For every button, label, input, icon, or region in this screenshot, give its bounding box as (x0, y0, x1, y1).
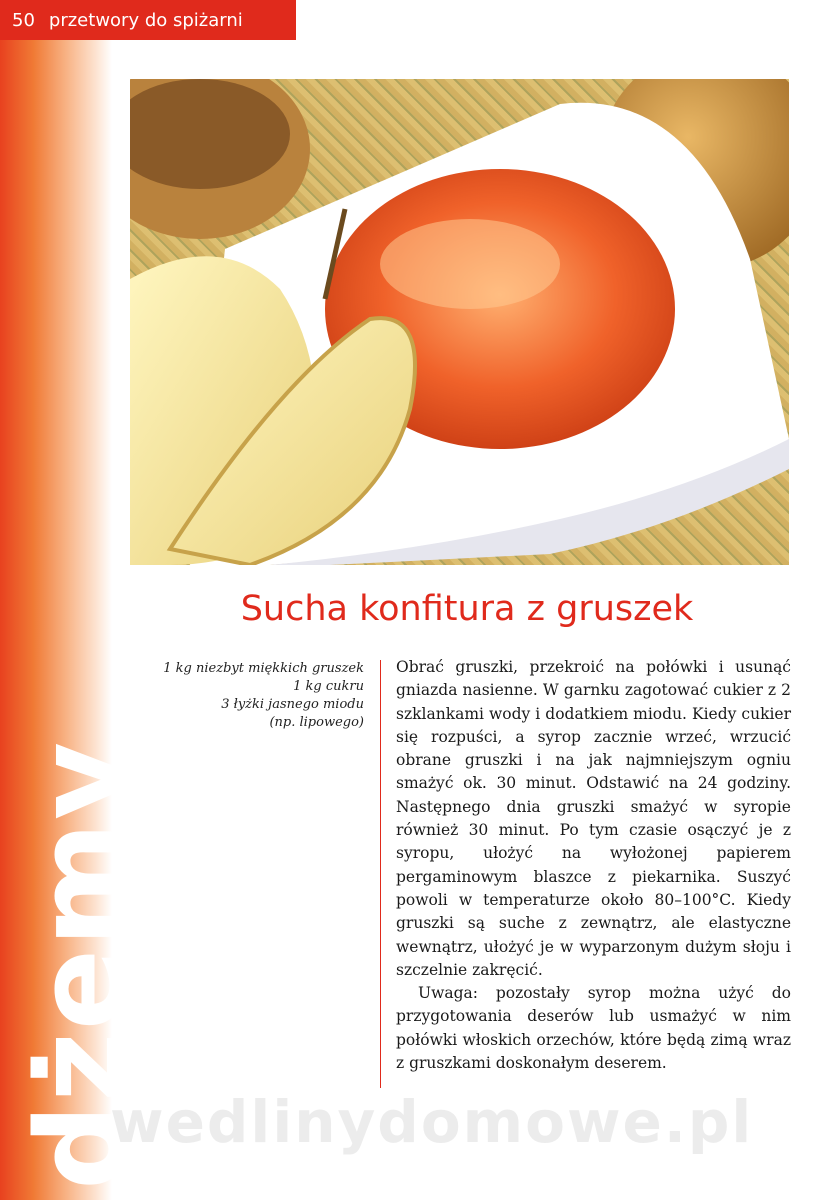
recipe-title: Sucha konfitura z gruszek (240, 589, 694, 629)
ingredient-item: 3 łyżki jasnego miodu (221, 697, 364, 712)
method-text (396, 656, 791, 1075)
running-header (0, 0, 296, 40)
column-divider (380, 660, 381, 1088)
note-paragraph: Uwaga: pozostały syrop można użyć do przygotowania deserów lub usmażyć w nim połówki włoskich orzechów, które będą zimą wraz z gruszkami doskonałym deserem. (396, 984, 791, 1073)
page-number: 50 (12, 9, 35, 31)
ingredient-item: (np. lipowego) (269, 715, 364, 730)
ingredient-item: 1 kg niezbyt miękkich gruszek (163, 661, 364, 676)
running-title: przetwory do spiżarni (48, 9, 243, 31)
method-paragraph: Obrać gruszki, przekroić na połówki i usunąć gniazda nasienne. W garnku zagotować cukier z 2 szklankami wody i dodatkiem miodu. Kiedy cukier się rozpuści, a syrop zacznie wrzeć, wrzucić obrane gruszki i na jak najmniejszym ogniu smażyć ok. 30 minut. Odstawić na 24 godziny. Następnego dnia gruszki smażyć w syropie również 30 minut. Po tym czasie osączyć je z syropu, ułożyć na wyłożonej papierem pergaminowym blaszce z piekarnika. Suszyć powoli w temperaturze około 80–100°C. Kiedy gruszki są suche z zewnątrz, ale elastyczne wewnątrz, ułożyć je w wyparzonym dużym słoju i szczelnie zakręcić. (396, 658, 791, 979)
watermark: wedlinydomowe.pl (110, 1088, 754, 1156)
ingredients-list (124, 660, 364, 732)
section-label: dżemy (12, 739, 151, 1190)
recipe-photo (130, 79, 789, 565)
ingredient-item: 1 kg cukru (293, 679, 364, 694)
